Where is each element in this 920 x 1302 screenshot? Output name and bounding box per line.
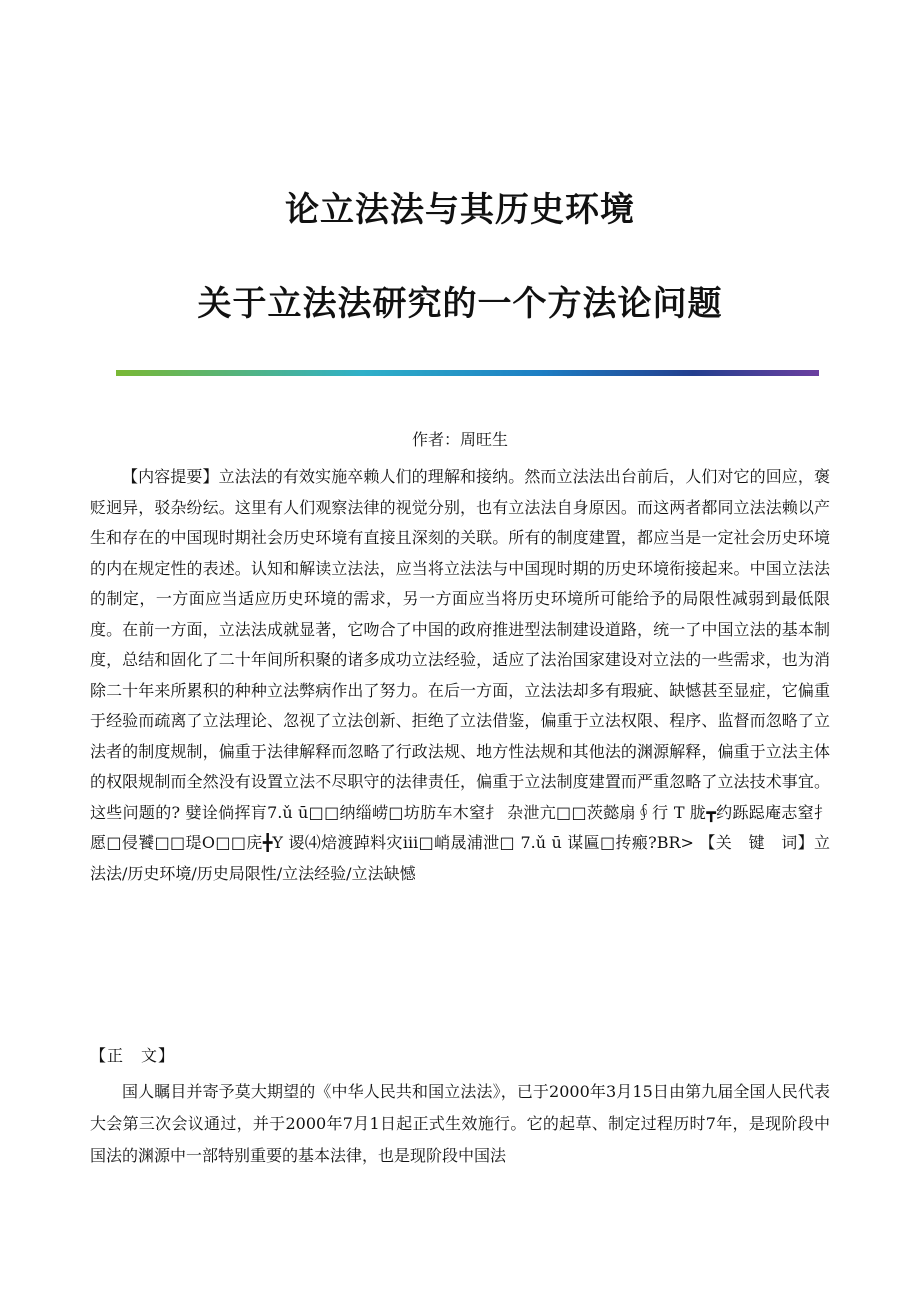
author-line: 作者：周旺生 [411, 430, 508, 449]
body-paragraph: 国人瞩目并寄予莫大期望的《中华人民共和国立法法》，已于2000年3月15日由第九届全国人民代表大会第三次会议通过，并于2000年7月1日起正式生效施行。它的起草、制定过程历时7年，是现阶段中国法的渊源中一部特别重要的基本法律，也是现阶段中国法 [90, 1082, 830, 1165]
document-title: 论立法法与其历史环境 [285, 190, 635, 230]
keywords-text: 立法法/历史环境/历史局限性/立法经验/立法缺憾 [90, 833, 830, 883]
abstract-text: 立法法的有效实施卒赖人们的理解和接纳。然而立法法出台前后，人们对它的回应，褒贬迥异，驳杂纷纭。这里有人们观察法律的视觉分别，也有立法法自身原因。而这两者都同立法法赖以产生和存在的中国现时期社会历史环境有直接且深刻的关联。所有的制度建置，都应当是一定社会历史环境的内在规定性的表述。认知和解读立法法，应当将立法法与中国现时期的历史环境衔接起来。中国立法法的制定，一方面应当适应历史环境的需求，另一方面应当将历史环境所可能给予的局限性减弱到最低限度。在前一方面，立法法成就显著，它吻合了中国的政府推进型法制建设道路，统一了中国立法的基本制度，总结和固化了二十年间所积聚的诸多成功立法经验，适应了法治国家建设对立法的一些需求，也为消除二十年来所累积的种种立法弊病作出了努力。在后一方面，立法法却多有瑕疵、缺憾甚至显症，它偏重于经验而疏离了立法理论、忽视了立法创新、拒绝了立法借鉴，偏重于立法权限、程序、监督而忽略了立法者的制度规制，偏重于法律解释而忽略了行政法规、地方性法规和其他法的渊源解释，偏重于立法主体的权限规制而全然没有设置立法不尽职守的法律责任，偏重于立法制度建置而严重忽略了立法技术事宜。这些问题的? 嬖诠倘挥肓7.ǔ ū□□纳缁崂□坊肪车木窒扌 杂泄亢□□茨懿扇∮行 T 胧┳约跞跽庵志窒扌 愿□侵饕□□瑅O□□庑╋Y 谡⑷焙渡踔料灾ⅲ□峭晟浦泄□ 7.ǔ ū 谋匾□抟瘢?BR> [90, 467, 830, 852]
document-subtitle: 关于立法法研究的一个方法论问题 [197, 284, 723, 324]
abstract-label: 【内容提要】 [122, 467, 219, 486]
title-divider-bar [116, 370, 819, 376]
keywords-label: 【关 键 词】 [699, 833, 814, 852]
body-heading: 【正 文】 [90, 1046, 176, 1065]
abstract-paragraph [90, 462, 830, 889]
